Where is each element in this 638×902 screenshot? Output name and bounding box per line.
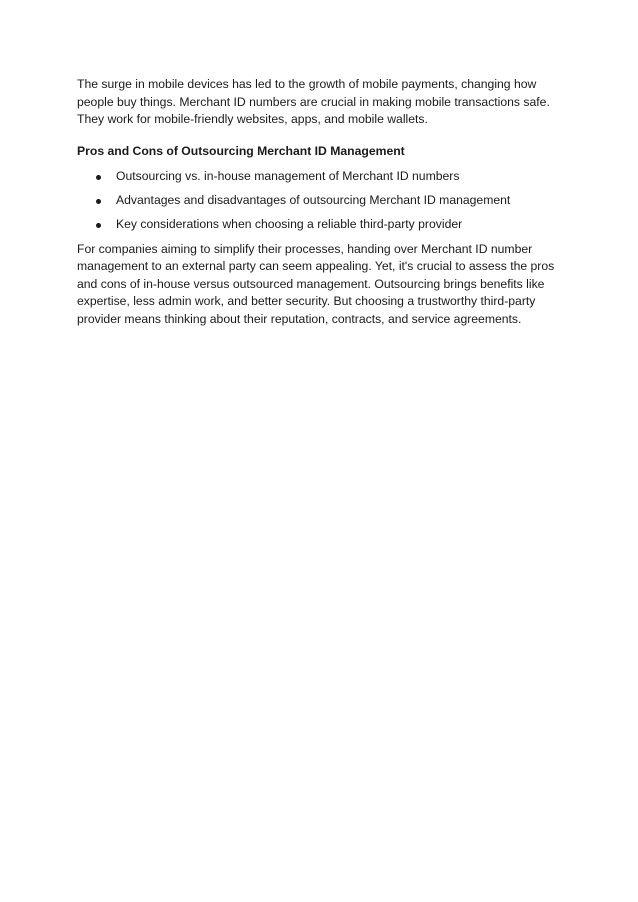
list-item-text: Outsourcing vs. in-house management of Merchant ID numbers [116, 169, 460, 183]
document-page [77, 76, 567, 328]
list-item [77, 168, 567, 186]
bullet-icon [96, 175, 101, 180]
list-item [77, 192, 567, 210]
intro-paragraph: The surge in mobile devices has led to the growth of mobile payments, changing how people buy things. Merchant ID numbers are crucial in making mobile transactions safe. They work for mobile-friendly websites, apps, and mobile wallets. [77, 77, 550, 126]
list-item [77, 216, 567, 234]
bullet-icon [96, 199, 101, 204]
bullet-icon [96, 223, 101, 228]
closing-paragraph: For companies aiming to simplify their processes, handing over Merchant ID number management to an external party can seem appealing. Yet, it's crucial to assess the pros and cons of in-house versus outsourced management. Outsourcing brings benefits like expertise, less admin work, and better security. But choosing a trustworthy third-party provider means thinking about their reputation, contracts, and service agreements. [77, 241, 555, 326]
list-item-text: Advantages and disadvantages of outsourcing Merchant ID management [116, 193, 511, 207]
list-item-text: Key considerations when choosing a reliable third-party provider [116, 217, 463, 231]
section-heading: Pros and Cons of Outsourcing Merchant ID Management [77, 143, 405, 158]
bullet-list [77, 168, 567, 234]
